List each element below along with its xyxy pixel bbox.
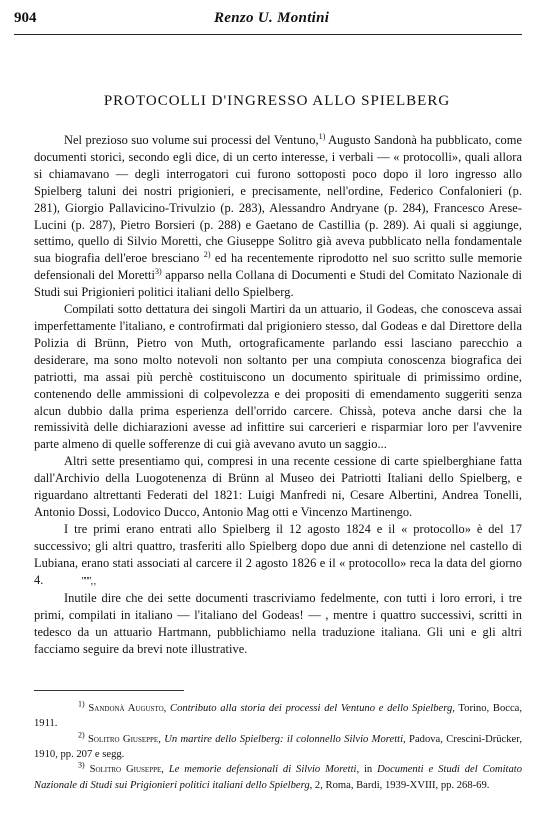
article-title: PROTOCOLLI D'INGRESSO ALLO SPIELBERG bbox=[103, 93, 451, 109]
paragraph-1-text-b: Augusto Sandonà ha pubblicato, come documenti storici, secondo egli dice, di un certo interesse, i verbali — « protocolli», quali allora si chiamavano — degli interrogatori cui furono sottoposti poco dopo il loro ingresso allo Spielberg taluni dei nostri prigionieri, e precisamente, nell'ordine, Federico Confalonieri (p. 281), Giorgio Pallavicino-Trivulzio (p. 283), Alessandro Andryane (p. 284), Francesco Arese-Lucini (p. 287), Pietro Borsieri (p. 288) e Gaetano de Castillia (p. 289). Ai quali si aggiunge, settimo, quello di Silvio Moretti, che Giuseppe Solitro già aveva pubblicato nella fondamentale sua biografia dell'eroe bresciano bbox=[34, 133, 523, 266]
footnote-1: $^{1)}$ Sandonà Augusto, Contributo alla storia dei processi del Ventuno e dello Spielberg, Torino, Bocca, 1911. bbox=[34, 699, 523, 730]
footnote-3-rest: , 2, Roma, Bardi, 1939-XVIII, pp. 268-69. bbox=[309, 779, 490, 791]
paragraph-4-text: I tre primi erano entrati allo Spielberg il 12 agosto 1824 e il « protocollo» è del 17 successivo; gli altri quattro, trasferiti allo Spielberg dopo due anni di detenzione nel castello di Lubiana, erano stati associati al carcere il 2 agosto 1826 e il « protocollo» reca la data del giorno 4. bbox=[34, 521, 522, 587]
footnote-3: $^{3)}$ Solitro Giuseppe, Le memorie defensionali di Silvio Moretti, in Documenti e Studi del Comitato Nazionale di Studi sui Prigionieri politici italiani dello Spielberg, 2, Roma, Bardi, 1939-XVIII, pp. 268-69. bbox=[34, 760, 523, 791]
article-body bbox=[14, 132, 522, 658]
footnote-2: $^{2)}$ Solitro Giuseppe, Un martire dello Spielberg: il colonnello Silvio Moretti, Padova, Crescini-Drücker, 1910, pp. 207 e segg. bbox=[34, 730, 522, 760]
printer-mark: """, , bbox=[81, 575, 96, 587]
paragraph-1 bbox=[14, 132, 522, 301]
footnote-2-author: Solitro Giuseppe bbox=[88, 733, 159, 745]
footnote-1-rest: , Torino, Bocca, 1911. bbox=[34, 703, 523, 730]
footnote-1-mark: 1) bbox=[78, 699, 85, 709]
footnote-rule bbox=[34, 690, 184, 691]
page-number: 904 bbox=[14, 10, 37, 26]
footnote-3-mid: , in bbox=[356, 764, 378, 776]
footnote-ref-3: 3) bbox=[155, 267, 162, 277]
footnote-1-author: Sandonà Augusto bbox=[88, 703, 164, 715]
footnote-2-rest: , Padova, Crescini-Drücker, 1910, pp. 207 e segg. bbox=[34, 733, 522, 760]
header-rule bbox=[14, 34, 522, 35]
footnote-2-title: Un martire dello Spielberg: il colonnello Silvio Moretti bbox=[164, 733, 404, 745]
footnote-3-series: Documenti e Studi del Comitato Nazionale di Studi sui Prigionieri politici italiani dello Spielberg bbox=[34, 764, 523, 791]
paragraph-3: Altri sette presentiamo qui, compresi in una recente cessione di carte spielberghiane fatta dall'Archivio della Luogotenenza di Brünn al Museo dei Patriotti Italiani dello Spielberg, e riguardano altrettanti Federati del 1821: Luigi Manfredi ni, Cesare Albertini, Andrea Tonelli, Antonio Dossi, Lodovico Ducco, Antonio Mag otti e Vincenzo Martinengo. bbox=[34, 454, 522, 519]
footnote-1-title: Contributo alla storia dei processi del Ventuno e dello Spielberg bbox=[170, 703, 453, 715]
paragraph-2: Compilati sotto dettatura dei singoli Martiri da un attuario, il Godeas, che conosceva assai imperfettamente l'italiano, e controfirmati dal prigioniero stesso, dal Godeas e dal Direttore della Polizia di Brünn, Pietro von Muth, ortograficamente parlando essi lasciano parecchio a desiderare, ma sono molto notevoli non soltanto per una compiuta conoscenza biografica dei patriotti, ma assai più perchè costituiscono un documento spirituale di primissimo ordine, contenendo delle ammissioni di colpevolezza e dei propositi di emendamento suggeriti senza alcun dubbio dalla prima esperienza dell'orrido carcere. Chissà, poteva anche darsi che la remissività delle dichiarazioni avesse ad infittire sui carcerieri e risparmiar loro per l'avvenire parte almeno di quelle sofferenze di cui già avevano avuto un saggio... bbox=[34, 302, 522, 452]
running-head: Renzo U. Montini bbox=[214, 10, 330, 26]
running-header bbox=[14, 10, 522, 32]
footnote-ref-2: 2) bbox=[203, 250, 211, 260]
paragraph-1-text-d: apparso nella Collana di Documenti e Studi del Comitato Nazionale di Studi sui Prigionieri politici italiani dello Spielberg. bbox=[34, 268, 522, 300]
paragraph-5: Inutile dire che dei sette documenti trascriviamo fedelmente, con tutti i loro errori, i tre primi, compilati in italiano — l'italiano del Godeas! — , mentre i quattro successivi, scritti in tedesco da un attuario Hartmann, pubblichiamo nella traduzione italiana. Gli uni e gli altri facciamo seguire da brevi note illustrative. bbox=[34, 591, 522, 657]
footnote-2-mark: 2) bbox=[78, 730, 85, 740]
footnote-3-title: Le memorie defensionali di Silvio Moretti bbox=[168, 764, 357, 776]
paragraph-4 bbox=[14, 521, 522, 591]
paragraph-1-text-c: ed ha recentemente riprodotto nel suo scritto sulle memorie defensionali del Moretti bbox=[34, 251, 522, 283]
footnote-ref-1: 1) bbox=[318, 131, 326, 141]
footnote-3-mark: 3) bbox=[78, 760, 85, 770]
paragraph-1-text-a: Nel prezioso suo volume sui processi del Ventuno, bbox=[64, 133, 319, 147]
footnote-3-author: Solitro Giuseppe bbox=[89, 764, 162, 776]
footnotes bbox=[14, 701, 522, 793]
